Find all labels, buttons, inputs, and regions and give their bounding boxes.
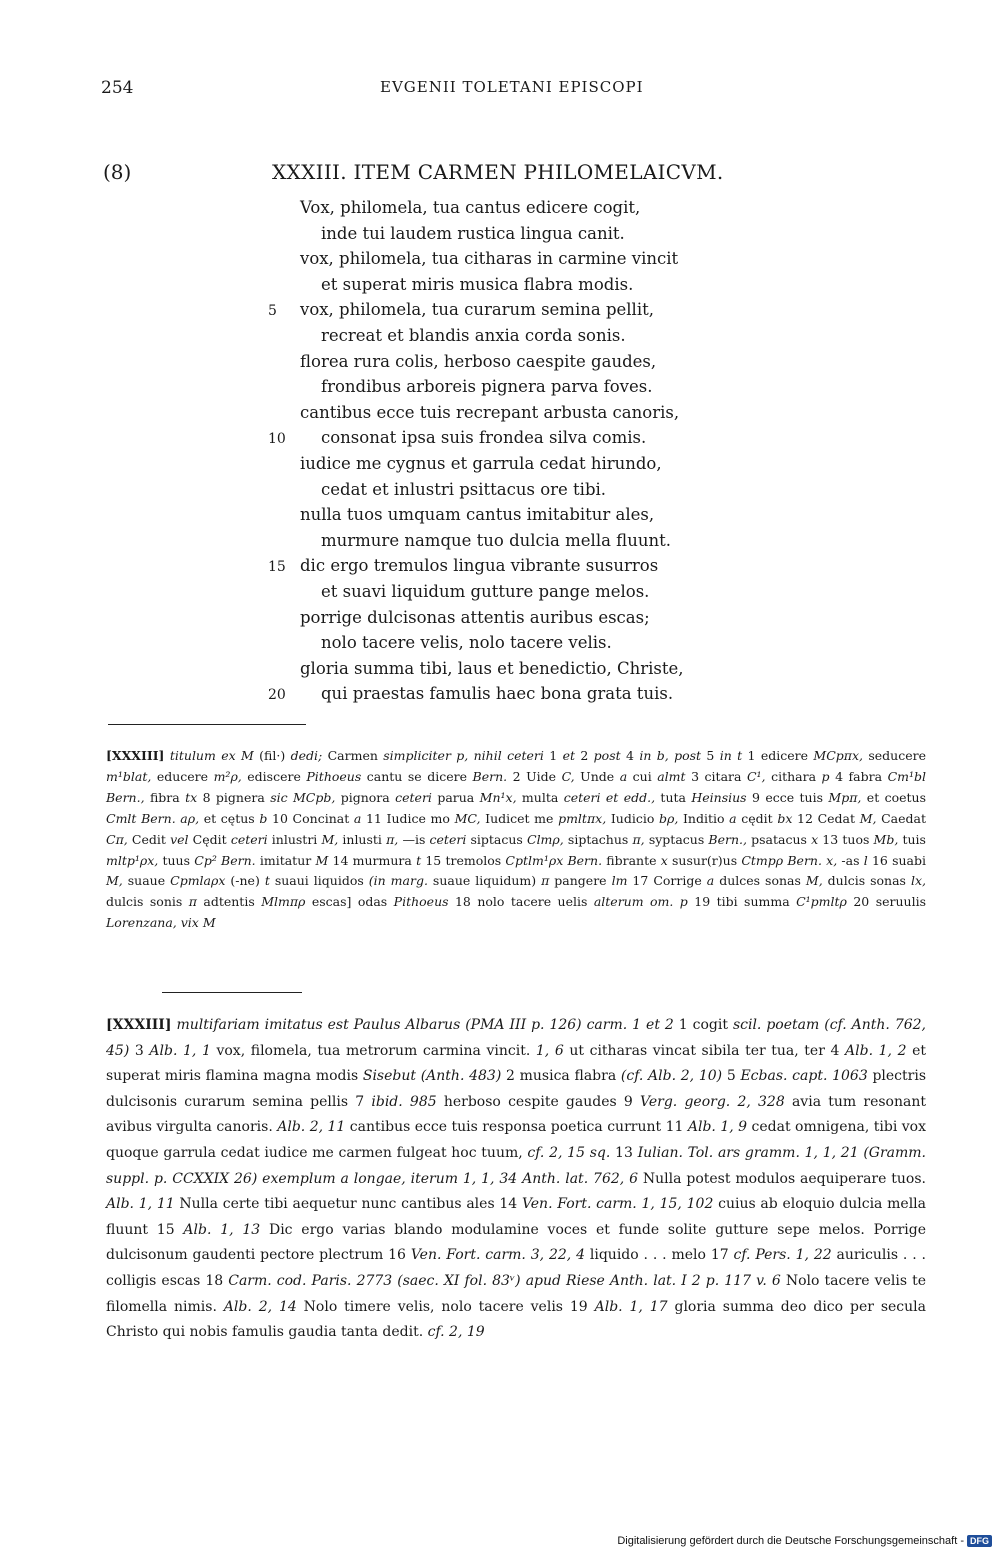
apparatus-segment: cithara [765, 768, 822, 784]
apparatus-segment: M, [805, 873, 823, 889]
verse-line: et superat miris musica flabra modis. [321, 274, 634, 294]
apparatus-segment: 1 [543, 748, 563, 763]
verse-line: consonat ipsa suis frondea silva comis. [321, 428, 647, 448]
similia-segment: Nulla potest modulos aequiperare tuos. [638, 1170, 926, 1187]
apparatus-segment: 19 tibi summa [687, 894, 797, 910]
apparatus-segment: (in marg. [368, 873, 428, 889]
apparatus-segment: parua [431, 789, 480, 805]
apparatus-segment: ceteri [395, 789, 432, 805]
verse-line: Vox, philomela, tua cantus edicere cogit, [300, 198, 641, 217]
apparatus-segment: (-ne) [225, 873, 265, 889]
apparatus-segment: —is [398, 831, 430, 847]
apparatus-segment: Carmen [322, 748, 384, 763]
apparatus-segment: cui [627, 768, 658, 784]
apparatus-segment: m²ρ, [213, 768, 242, 784]
apparatus-segment: t [416, 852, 422, 868]
apparatus-segment: 16 suabi [867, 852, 926, 868]
apparatus-segment: 2 Uide [507, 768, 562, 784]
verse-line: dic ergo tremulos lingua vibrante susurros [300, 556, 659, 576]
apparatus-segment: 9 ecce tuis [746, 789, 829, 805]
apparatus-segment: pmltπx, [558, 810, 607, 826]
similia-apparatus [106, 1013, 926, 1346]
dfg-logo: DFG [967, 1535, 992, 1547]
similia-segment: Alb. 1, 9 [687, 1119, 748, 1136]
apparatus-segment: imitatur [255, 852, 316, 868]
similia-segment: cantibus ecce tuis responsa poetica currunt 11 [345, 1119, 688, 1136]
line-number: 15 [268, 559, 286, 576]
apparatus-segment: 8 pignera [197, 789, 271, 805]
apparatus-segment: ceteri et edd., [563, 789, 656, 805]
similia-segment: cuius ab eloquio dulcia mella fluunt 15 [106, 1196, 926, 1238]
apparatus-segment: siptacus [466, 831, 527, 847]
similia-segment: Alb. 1, 1 [149, 1042, 211, 1059]
verse-line: inde tui laudem rustica lingua canit. [321, 223, 625, 243]
apparatus-segment: a [353, 810, 362, 826]
similia-segment: Nulla certe tibi aequetur nunc cantibus ales 14 [174, 1196, 522, 1213]
apparatus-segment: 4 fabra [829, 768, 888, 784]
apparatus-segment: susur(r)us [667, 852, 742, 868]
page-number: 254 [101, 78, 134, 98]
apparatus-segment: inlustri [267, 831, 322, 847]
apparatus-segment: π, [386, 831, 399, 847]
apparatus-segment: et cętus [199, 810, 260, 826]
apparatus-segment: et coetus [861, 789, 927, 805]
apparatus-segment: cantu se dicere [361, 768, 473, 784]
apparatus-segment: lm [611, 873, 628, 889]
apparatus-segment: educere [151, 768, 214, 784]
apparatus-segment: Mb, [873, 831, 899, 847]
similia-segment: Nolo timere velis, nolo tacere velis 19 [296, 1298, 595, 1315]
apparatus-segment: siptachus [563, 831, 633, 847]
verse-line: vox, philomela, tua citharas in carmine vincit [300, 249, 679, 269]
critical-apparatus [106, 746, 926, 934]
verse-line: et suavi liquidum gutture pange melos. [321, 582, 650, 601]
apparatus-segment: C¹pmltρ [796, 894, 847, 910]
apparatus-segment: Cędit [188, 831, 231, 847]
apparatus-segment: lx, [910, 873, 926, 889]
apparatus-segment: M, [321, 831, 339, 847]
verse-line: nolo tacere velis, nolo tacere velis. [321, 633, 612, 653]
apparatus-segment: 13 tuos [818, 831, 874, 847]
similia-segment: cedat omnigena, tibi vox quoque garrula cedat iudice me carmen fulgeat hoc tuum, [106, 1119, 927, 1161]
apparatus-segment: almt [657, 768, 686, 784]
apparatus-segment: tuta [655, 789, 692, 805]
apparatus-segment: Cpmlaρx [170, 873, 226, 889]
similia-segment: Sisebut (Anth. 483) [362, 1068, 502, 1085]
apparatus-segment: Iudicio [606, 810, 660, 826]
apparatus-segment: 2 [574, 748, 594, 763]
apparatus-segment: vel [170, 831, 189, 847]
apparatus-segment: Pithoeus [306, 768, 362, 784]
similia-segment: Alb. 2, 14 [223, 1298, 297, 1315]
similia-segment: avia tum resonant avibus virgulta canoris. [106, 1093, 926, 1136]
apparatus-segment: Iudicet me [480, 810, 559, 826]
apparatus-segment: Unde [574, 768, 620, 784]
similia-segment: Verg. georg. 2, 328 [640, 1093, 785, 1110]
apparatus-segment: MC, [454, 810, 481, 826]
apparatus-segment: 17 Corrige [627, 873, 707, 889]
apparatus-segment: psatacus [746, 831, 812, 847]
similia-segment: Alb. 1, 13 [183, 1221, 261, 1238]
apparatus-segment: titulum ex M [169, 748, 254, 763]
similia-segment: multifariam imitatus est Paulus Albarus (PMA III p. 126) carm. 1 et 2 [176, 1017, 674, 1033]
apparatus-segment: Clmρ, [527, 831, 564, 847]
apparatus-segment: M, [106, 873, 123, 889]
apparatus-segment: Bern. [472, 768, 508, 784]
similia-segment: Ecbas. capt. 1063 [740, 1068, 868, 1085]
line-number: 5 [268, 303, 277, 320]
poem-title: XXXIII. ITEM CARMEN PHILOMELAICVM. [272, 160, 724, 184]
apparatus-segment: cędit [736, 810, 778, 826]
similia-segment: Alb. 2, 11 [277, 1119, 346, 1136]
apparatus-segment: Mn¹x, [479, 789, 517, 805]
similia-segment: Carm. cod. Paris. 2773 (saec. XI fol. 83ᵛ) apud Riese Anth. lat. I 2 p. 117 v. 6 [228, 1272, 781, 1289]
apparatus-segment: 4 [620, 748, 640, 763]
similia-segment: plectris dulcisonis curarum semina pellis 7 [106, 1068, 927, 1110]
apparatus-segment: et [562, 748, 575, 763]
apparatus-segment: 15 tremolos [421, 852, 506, 868]
apparatus-segment: MCpπx, [813, 748, 863, 763]
similia-segment: cf. 2, 19 [427, 1324, 485, 1341]
similia-segment: 5 [722, 1068, 741, 1085]
apparatus-segment: inlusti [338, 831, 387, 847]
similia-segment: 1 cogit [673, 1017, 733, 1033]
apparatus-segment: Ctmpρ Bern. x, [741, 852, 838, 868]
apparatus-segment: ediscere [241, 768, 307, 784]
apparatus-segment: tx [185, 789, 198, 805]
apparatus-segment: post [593, 748, 621, 763]
apparatus-segment: π [541, 873, 550, 889]
apparatus-segment: tuis [898, 831, 926, 847]
apparatus-segment: mltp¹ρx, [106, 852, 159, 868]
apparatus-segment: b [259, 810, 268, 826]
apparatus-segment: Pithoeus [393, 894, 449, 910]
apparatus-segment: multa [516, 789, 564, 805]
apparatus-segment: Mpπ, [828, 789, 862, 805]
similia-segment: cf. Pers. 1, 22 [733, 1247, 832, 1264]
apparatus-segment: 3 citara [685, 768, 747, 784]
apparatus-segment: Heinsius [691, 789, 747, 805]
apparatus-segment: tuus [158, 852, 195, 868]
apparatus-segment: Cp² Bern. [194, 852, 256, 868]
apparatus-segment: Cedit [127, 831, 171, 847]
similia-segment: Alb. 1, 2 [845, 1042, 907, 1059]
apparatus-segment: Bern., [708, 831, 747, 847]
verse-line: nulla tuos umquam cantus imitabitur ales, [300, 505, 655, 525]
similia-segment: gloria summa deo dico per secula Christo qui nobis famulis gaudia tanta dedit. [106, 1298, 926, 1341]
funding-footer [617, 1535, 992, 1547]
similia-segment: Ven. Fort. carm. 1, 15, 102 [521, 1196, 714, 1213]
apparatus-segment: Mlmπρ [261, 894, 306, 910]
apparatus-segment: dedi; [290, 748, 323, 763]
apparatus-segment: alterum om. p [593, 894, 688, 910]
apparatus-segment: x [660, 852, 668, 868]
divider-rule [162, 992, 302, 993]
apparatus-segment: 18 nolo tacere uelis [448, 894, 594, 910]
verse-line: vox, philomela, tua curarum semina pellit, [300, 300, 654, 320]
similia-segment: Anth. lat. 762, 6 [522, 1170, 639, 1187]
apparatus-segment: 14 murmura [328, 852, 417, 868]
similia-segment: 3 [129, 1042, 150, 1059]
verse-line: recreat et blandis anxia corda sonis. [321, 326, 626, 345]
poem-number: (8) [103, 160, 132, 184]
apparatus-segment: C¹, [746, 768, 766, 784]
apparatus-segment: (fil·) [253, 748, 291, 763]
funding-note: Digitalisierung gefördert durch die Deutsche Forschungsgemeinschaft - [617, 1535, 964, 1547]
verse-line: qui praestas famulis haec bona grata tuis. [321, 684, 674, 704]
apparatus-segment: 1 edicere [742, 748, 814, 763]
apparatus-segment: 11 Iudice mo [361, 810, 455, 826]
apparatus-segment: bρ, [659, 810, 679, 826]
apparatus-segment: simpliciter p, nihil ceteri [383, 748, 544, 763]
verse-line: frondibus arboreis pignera parva foves. [321, 377, 653, 397]
verse-line: iudice me cygnus et garrula cedat hirundo, [300, 454, 662, 473]
apparatus-segment: a [619, 768, 628, 784]
apparatus-segment: suaue [122, 873, 171, 889]
apparatus-segment: escas] odas [305, 894, 394, 910]
apparatus-segment: bx [777, 810, 793, 826]
apparatus-segment: a [706, 873, 715, 889]
similia-segment: (cf. Alb. 2, 10) [620, 1068, 723, 1085]
similia-segment: Alb. 1, 17 [594, 1298, 668, 1315]
verse-line: florea rura colis, herboso caespite gaudes, [300, 351, 657, 371]
apparatus-segment: 10 Concinat [267, 810, 354, 826]
apparatus-segment: pignora [335, 789, 396, 805]
similia-segment: auriculis . . . colligis escas 18 [106, 1247, 927, 1289]
line-number: 20 [268, 687, 286, 704]
apparatus-segment: Cπ, [106, 831, 128, 847]
verse-line: cantibus ecce tuis recrepant arbusta canoris, [300, 402, 680, 422]
apparatus-segment: fibrante [602, 852, 661, 868]
apparatus-segment: pangere [549, 873, 612, 889]
line-number: 10 [268, 431, 286, 448]
similia-segment: 1, 6 [535, 1042, 564, 1059]
similia-segment: Ven. Fort. carm. 3, 22, 4 [410, 1247, 586, 1264]
apparatus-segment: l [863, 852, 868, 868]
verse-line: gloria summa tibi, laus et benedictio, Christe, [300, 658, 684, 678]
similia-segment: ibid. 985 [371, 1093, 437, 1110]
similia-segment: scil. poetam (cf. Anth. 762, 45) [106, 1017, 926, 1059]
apparatus-segment: m¹blat, [106, 768, 152, 784]
apparatus-segment: 20 seruulis [846, 894, 926, 910]
apparatus-segment: a [729, 810, 737, 826]
apparatus-segment: seducere [863, 748, 926, 763]
apparatus-segment: 5 [701, 748, 720, 763]
apparatus-segment: [XXXIII] [106, 748, 165, 763]
similia-segment: Nolo tacere velis te filomella nimis. [106, 1272, 926, 1315]
similia-segment: 13 [610, 1144, 638, 1161]
apparatus-segment: dulcis sonis [106, 894, 189, 910]
apparatus-segment: C, [561, 768, 575, 784]
apparatus-segment: Cm¹bl Bern., [106, 768, 927, 805]
apparatus-segment: Cptlm¹ρx Bern. [505, 852, 603, 868]
apparatus-segment: ceteri [429, 831, 467, 847]
apparatus-segment: p [821, 768, 830, 784]
apparatus-segment: M, [859, 810, 877, 826]
apparatus-segment: suaui liquidos [269, 873, 369, 889]
similia-segment: vox, filomela, tua metrorum carmina vincit. [210, 1042, 536, 1059]
similia-segment: et superat miris flamina magna modis [106, 1042, 927, 1085]
similia-segment: ut citharas vincat sibila ter tua, ter 4 [563, 1042, 846, 1059]
apparatus-segment: π, [632, 831, 645, 847]
similia-segment: [XXXIII] [106, 1017, 172, 1033]
apparatus-segment: π [188, 894, 197, 910]
apparatus-segment: syptacus [644, 831, 709, 847]
apparatus-segment: ceteri [230, 831, 268, 847]
apparatus-segment: M [315, 852, 329, 868]
similia-segment: cf. 2, 15 sq. [527, 1144, 611, 1161]
similia-segment: Dic ergo varias blando modulamine voces et funde solite gutture sepe melos. Porrige dulcisonum gaudenti pectore plectrum 16 [106, 1221, 927, 1264]
apparatus-segment: in t [719, 748, 743, 763]
apparatus-segment: t [264, 873, 270, 889]
apparatus-segment: -as [837, 852, 864, 868]
apparatus-segment: in b, post [639, 748, 702, 763]
apparatus-segment: dulcis sonas [822, 873, 911, 889]
divider-rule [108, 724, 306, 725]
similia-segment: 2 musica flabra [501, 1068, 621, 1085]
similia-segment: liquido . . . melo 17 [585, 1247, 734, 1264]
apparatus-segment: fibra [144, 789, 186, 805]
apparatus-segment: suaue liquidum) [427, 873, 542, 889]
apparatus-segment: Inditio [678, 810, 730, 826]
similia-segment: herboso cespite gaudes 9 [436, 1093, 641, 1110]
verse-line: murmure namque tuo dulcia mella fluunt. [321, 530, 671, 550]
similia-segment: Alb. 1, 11 [106, 1196, 175, 1213]
apparatus-segment: Lorenzana, vix M [106, 915, 216, 931]
verse-line: cedat et inlustri psittacus ore tibi. [321, 479, 607, 499]
running-head: EVGENII TOLETANI EPISCOPI [380, 78, 644, 96]
apparatus-segment: adtentis [196, 894, 262, 910]
apparatus-segment: Cmlt Bern. aρ, [106, 810, 200, 826]
apparatus-segment: dulces sonas [714, 873, 806, 889]
apparatus-segment: sic MCpb, [270, 789, 336, 805]
verse-line: porrige dulcisonas attentis auribus escas; [300, 607, 650, 627]
apparatus-segment: Caedat [876, 810, 927, 826]
apparatus-segment: 12 Cedat [792, 810, 860, 826]
similia-segment: Iulian. Tol. ars gramm. 1, 1, 21 (Gramm. suppl. p. CCXXIX 26) exemplum a longae, iterum 1, 1, 34 [106, 1144, 927, 1187]
apparatus-segment: x [811, 831, 819, 847]
